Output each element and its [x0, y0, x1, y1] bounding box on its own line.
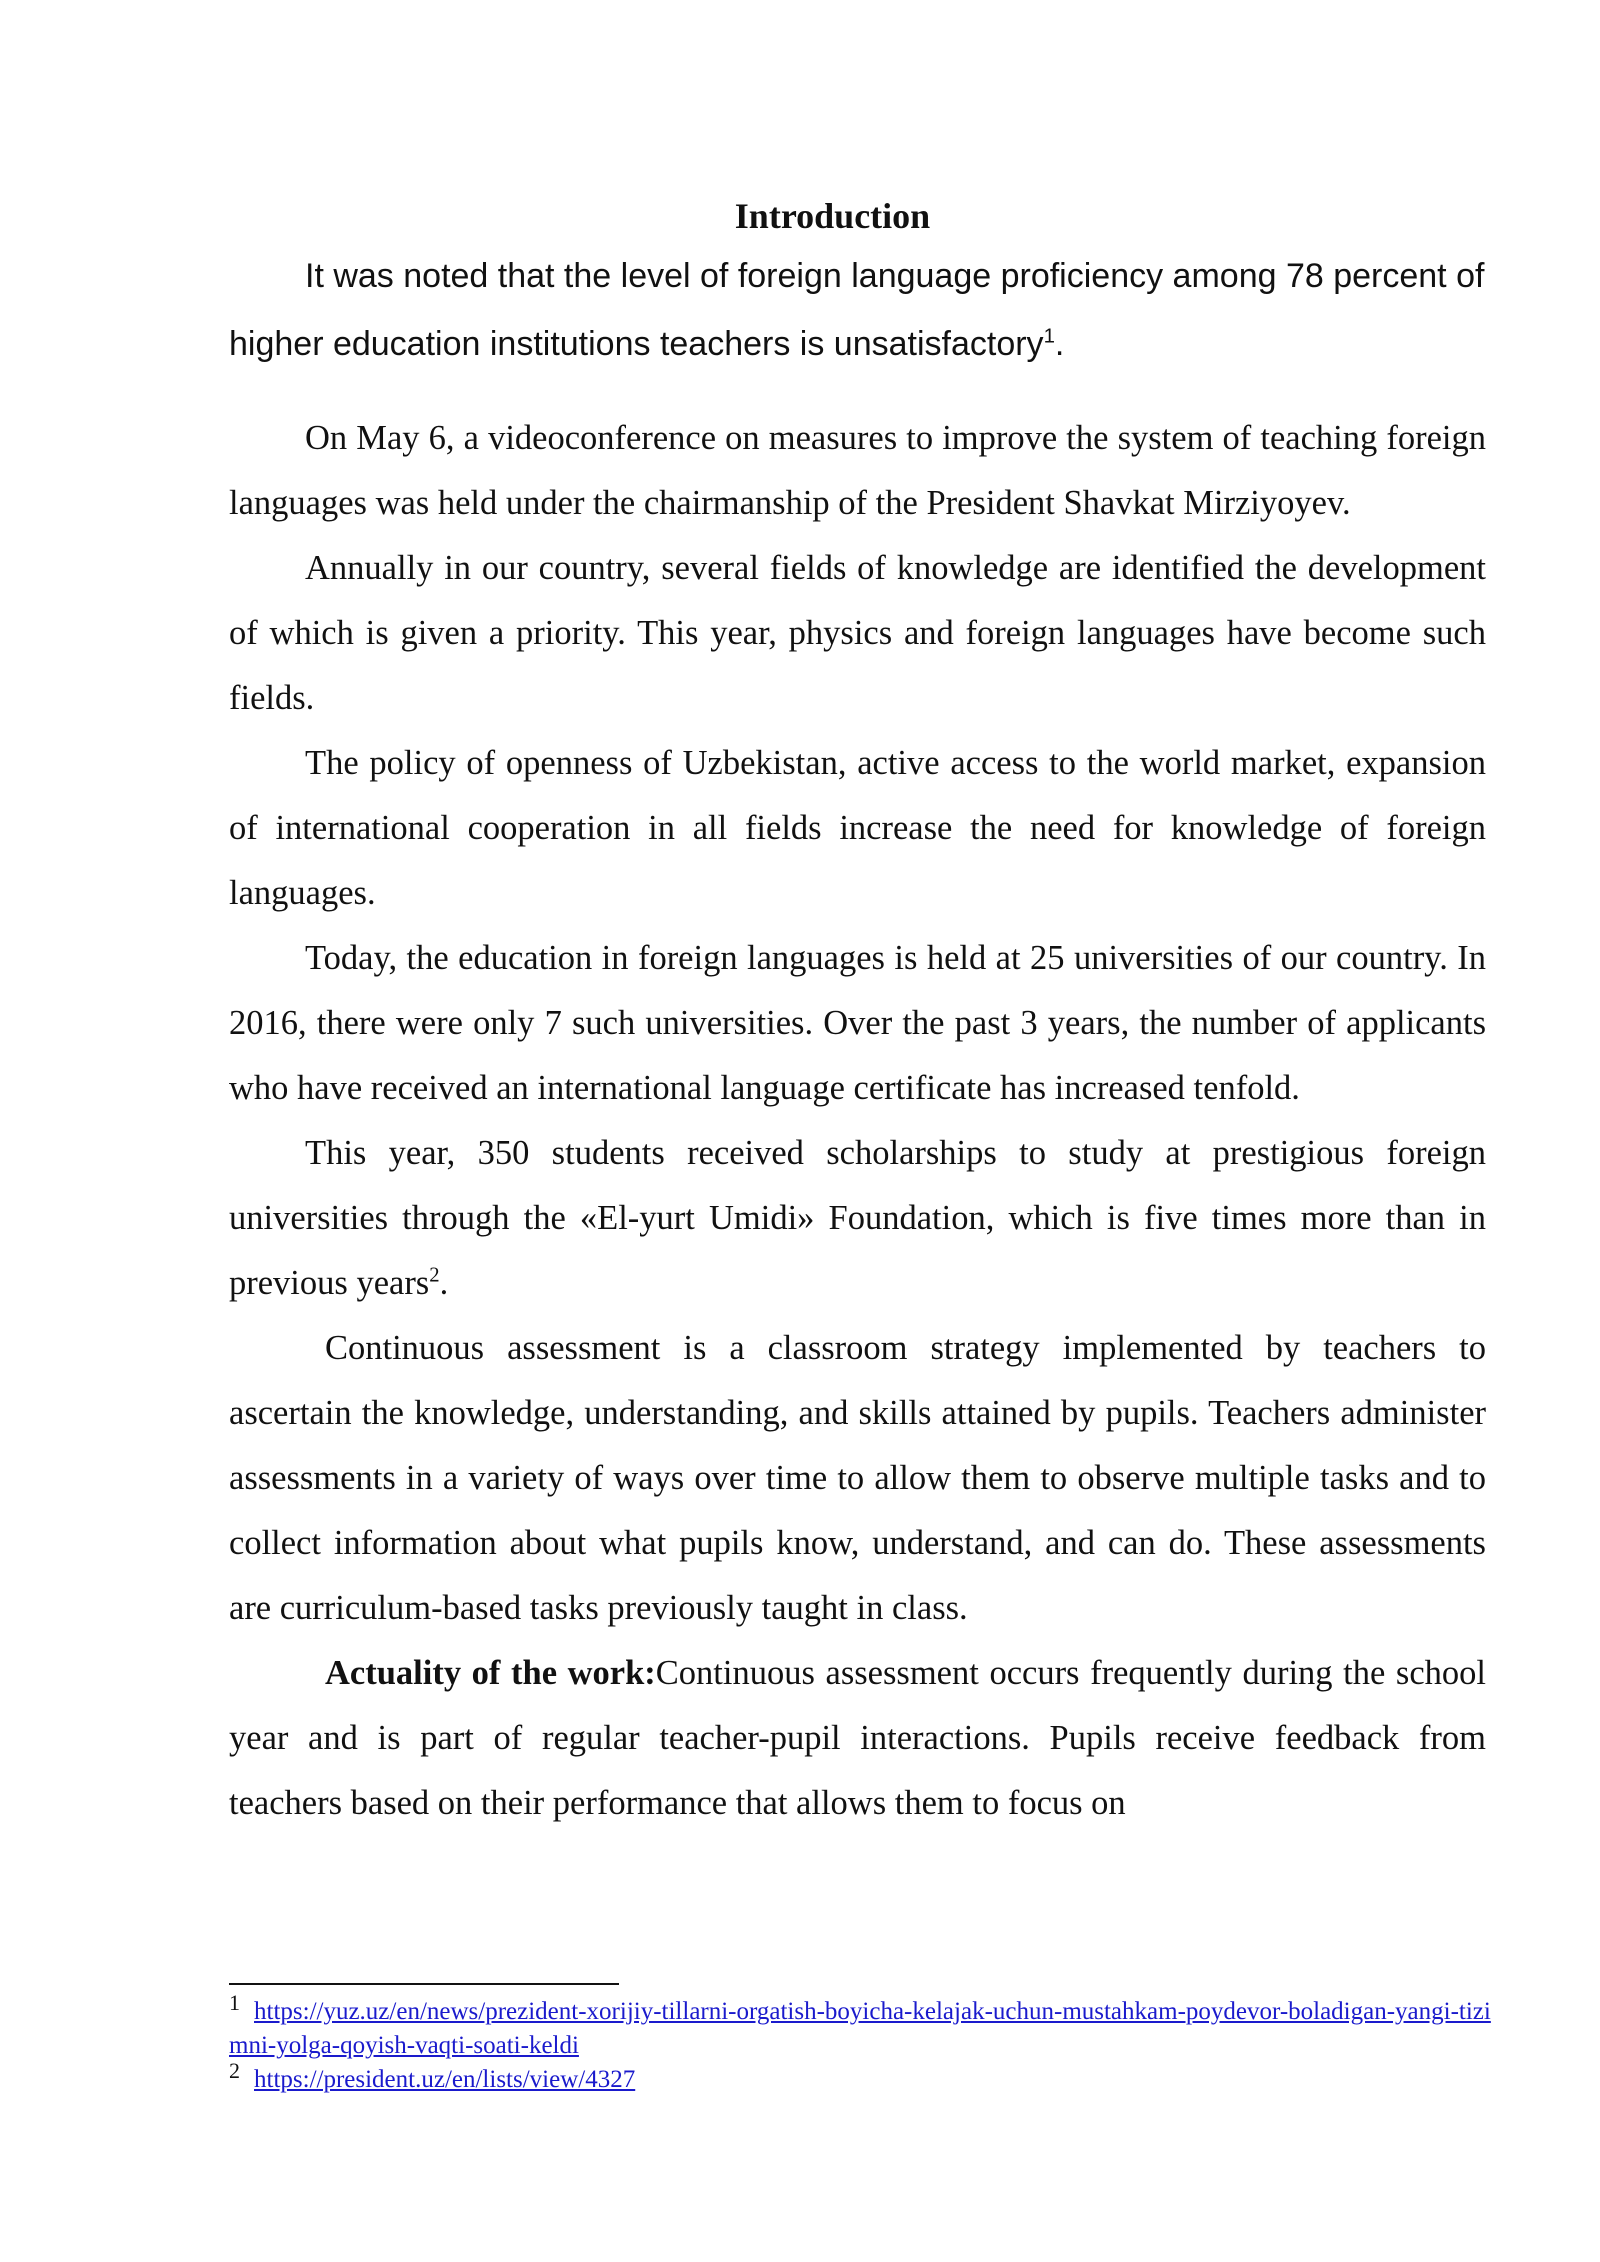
footnote-separator: [229, 1983, 619, 1985]
paragraph-continuous-assessment: Continuous assessment is a classroom strategy implemented by teachers to ascertain the knowledge, understanding, and skills attained by pupils. Teachers administer assessments in a variety of ways over time to allow them to observe multiple tasks and to collect information about what pupils know, understand, and can do. These assessments are curriculum-based tasks previously taught in class.: [229, 1329, 1486, 1627]
footnotes-section: [229, 1989, 1491, 2097]
intro-paragraph: [229, 242, 1486, 378]
footnote-1: [229, 1989, 1491, 2063]
paragraph-openness-policy: The policy of openness of Uzbekistan, active access to the world market, expansion of international cooperation in all fields increase the need for knowledge of foreign languages.: [229, 744, 1486, 912]
footnote-ref-1[interactable]: 1: [1043, 325, 1055, 348]
paragraph-universities: Today, the education in foreign languages is held at 25 universities of our country. In 2016, there were only 7 such universities. Over the past 3 years, the number of applicants who have received an international language certificate has increased tenfold.: [229, 939, 1486, 1107]
footnote-2-number: 2: [229, 2057, 240, 2083]
paragraph-priority-fields: Annually in our country, several fields of knowledge are identified the development of which is given a priority. This year, physics and foreign languages have become such fields.: [229, 549, 1486, 717]
intro-end: .: [1054, 325, 1065, 363]
scholarships-text: This year, 350 students received scholarships to study at prestigious foreign universities through the «El-yurt Umidi» Foundation, which is five times more than in previous years: [229, 1134, 1486, 1302]
actuality-label: Actuality of the work:: [325, 1654, 656, 1692]
document-body: [229, 190, 1486, 1836]
paragraph-videoconference: On May 6, a videoconference on measures to improve the system of teaching foreign languages was held under the chairmanship of the President Shavkat Mirziyoyev.: [229, 419, 1486, 522]
intro-text: It was noted that the level of foreign language proficiency among 78 percent of higher education institutions teachers is unsatisfactory: [229, 257, 1485, 363]
actuality-text: Continuous assessment occurs frequently during the school year and is part of regular teacher-pupil interactions. Pupils receive feedback from teachers based on their performance that allows them to focus on: [229, 1654, 1487, 1822]
footnote-1-number: 1: [229, 1989, 240, 2015]
footnote-2: [229, 2057, 1491, 2097]
footnote-ref-2[interactable]: 2: [429, 1264, 440, 1287]
paragraph-scholarships: [229, 1121, 1486, 1316]
scholarships-end: .: [439, 1264, 449, 1302]
page-title: Introduction: [734, 196, 931, 236]
footnote-1-link[interactable]: https://yuz.uz/en/news/prezident-xorijiy-tillarni-orgatish-boyicha-kelajak-uchun-mustahkam-poydevor-boladigan-yangi-tizimni-yolga-qoyish-vaqti-soati-keldi: [229, 1998, 1491, 2059]
footnote-2-link[interactable]: https://president.uz/en/lists/view/4327: [254, 2066, 636, 2093]
paragraph-actuality: [229, 1641, 1486, 1836]
